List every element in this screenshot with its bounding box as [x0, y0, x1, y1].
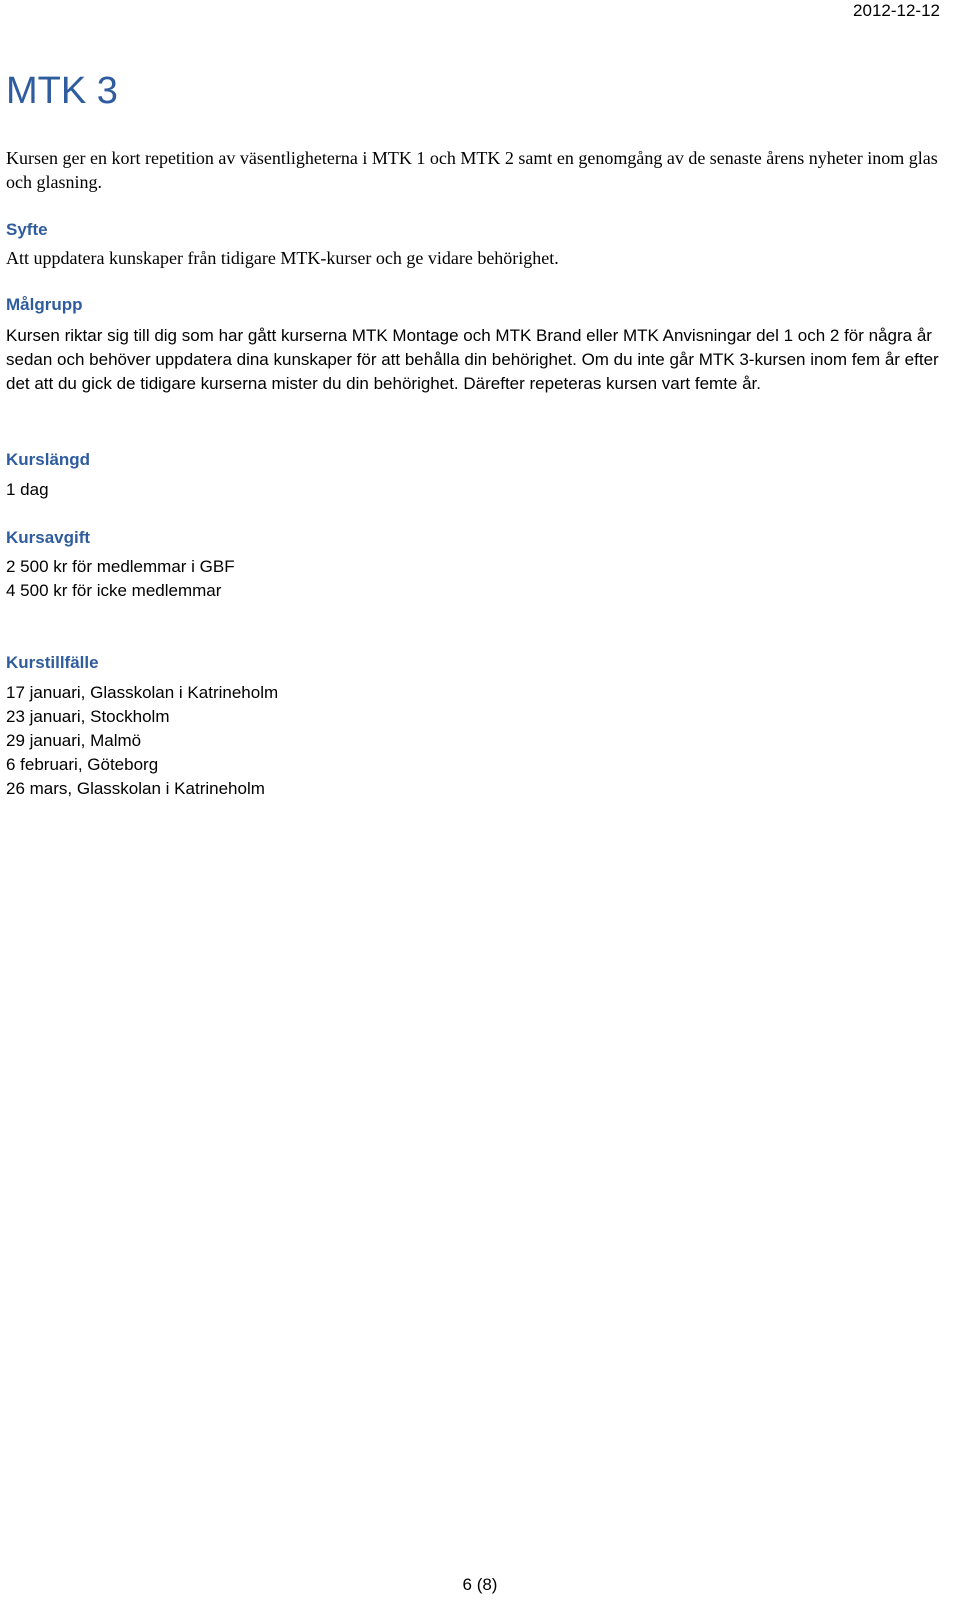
section-text-malgrupp: Kursen riktar sig till dig som har gått kurserna MTK Montage och MTK Brand eller MTK Anvisningar del 1 och 2 för några år sedan och behöver uppdatera dina kunskaper för att behålla din behörighet. Om du inte går MTK 3-kursen inom fem år efter det att du gick de tidigare kurserna mister du din behörighet. Därefter repeteras kursen vart femte år.: [6, 326, 939, 393]
fee-line-members: 2 500 kr för medlemmar i GBF: [6, 557, 235, 576]
session-item: 23 januari, Stockholm: [6, 707, 170, 726]
page-number: 6 (8): [462, 1575, 498, 1594]
fee-line-non-members: 4 500 kr för icke medlemmar: [6, 581, 222, 600]
section-heading-kurslangd: Kurslängd: [6, 450, 91, 469]
section-heading-malgrupp: Målgrupp: [6, 295, 83, 314]
section-text-kurslangd: 1 dag: [6, 480, 49, 499]
section-text-syfte: Att uppdatera kunskaper från tidigare MTK-kurser och ge vidare behörighet.: [6, 248, 559, 268]
session-list: [6, 681, 278, 801]
section-heading-kursavgift: Kursavgift: [6, 528, 91, 547]
fee-list: [6, 555, 235, 603]
page-title: MTK 3: [6, 70, 118, 112]
section-heading-syfte: Syfte: [6, 220, 48, 239]
section-heading-kurstillfalle: Kurstillfälle: [6, 653, 99, 672]
session-item: 6 februari, Göteborg: [6, 755, 159, 774]
session-item: 29 januari, Malmö: [6, 731, 142, 750]
intro-paragraph: Kursen ger en kort repetition av väsentligheterna i MTK 1 och MTK 2 samt en genomgång av de senaste årens nyheter inom glas och glasning.: [6, 148, 938, 192]
header-date: 2012-12-12: [853, 1, 940, 20]
session-item: 26 mars, Glasskolan i Katrineholm: [6, 779, 265, 798]
session-item: 17 januari, Glasskolan i Katrineholm: [6, 683, 279, 702]
